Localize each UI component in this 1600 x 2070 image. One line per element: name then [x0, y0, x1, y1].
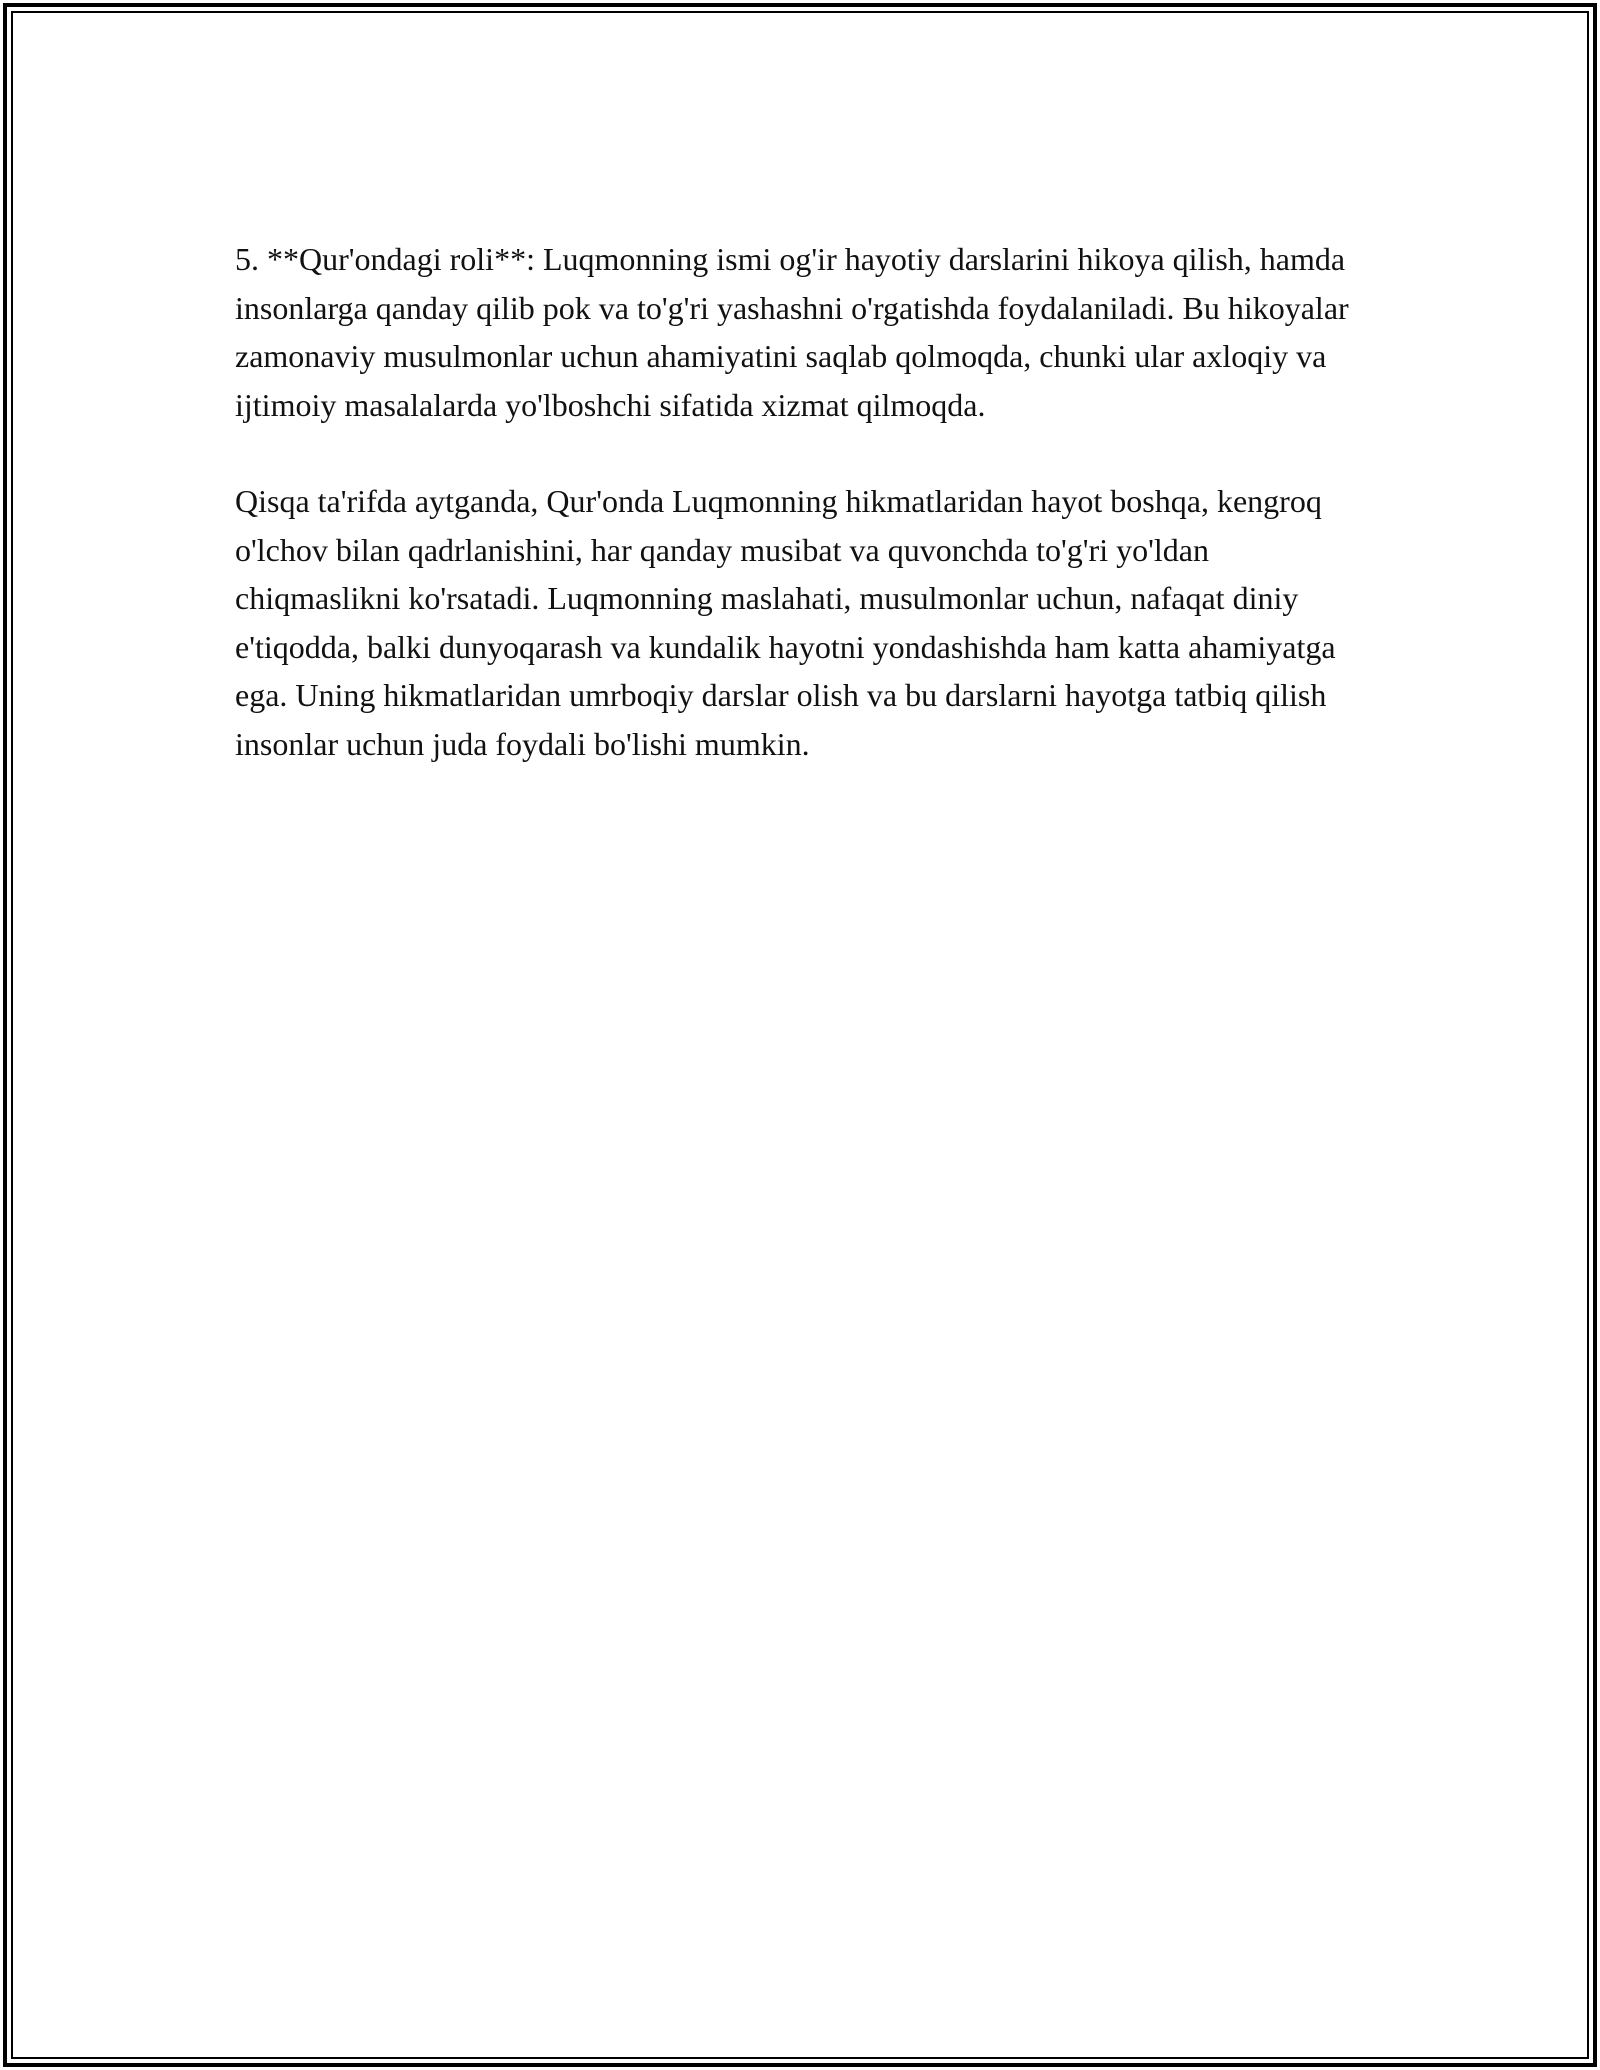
paragraph-summary: Qisqa ta'rifda aytganda, Qur'onda Luqmonning hikmatlaridan hayot boshqa, kengroq o'lchov bilan qadrlanishini, har qanday musibat va quvonchda to'g'ri yo'ldan chiqmaslikni ko'rsatadi. Luqmonning maslahati, musulmonlar uchun, nafaqat diniy e'tiqodda, balki dunyoqarash va kundalik hayotni yondashishda ham katta ahamiyatga ega. Uning hikmatlaridan umrboqiy darslar olish va bu darslarni hayotga tatbiq qilish insonlar uchun juda foydali bo'lishi mumkin. [235, 483, 1336, 762]
paragraph-quran-role: 5. **Qur'ondagi roli**: Luqmonning ismi og'ir hayotiy darslarini hikoya qilish, hamda insonlarga qanday qilib pok va to'g'ri yashashni o'rgatishda foydalaniladi. Bu hikoyalar zamonaviy musulmonlar uchun ahamiyatini saqlab qolmoqda, chunki ular axloqiy va ijtimoiy masalalarda yo'lboshchi sifatida xizmat qilmoqda. [235, 241, 1349, 423]
document-body [235, 235, 1375, 816]
